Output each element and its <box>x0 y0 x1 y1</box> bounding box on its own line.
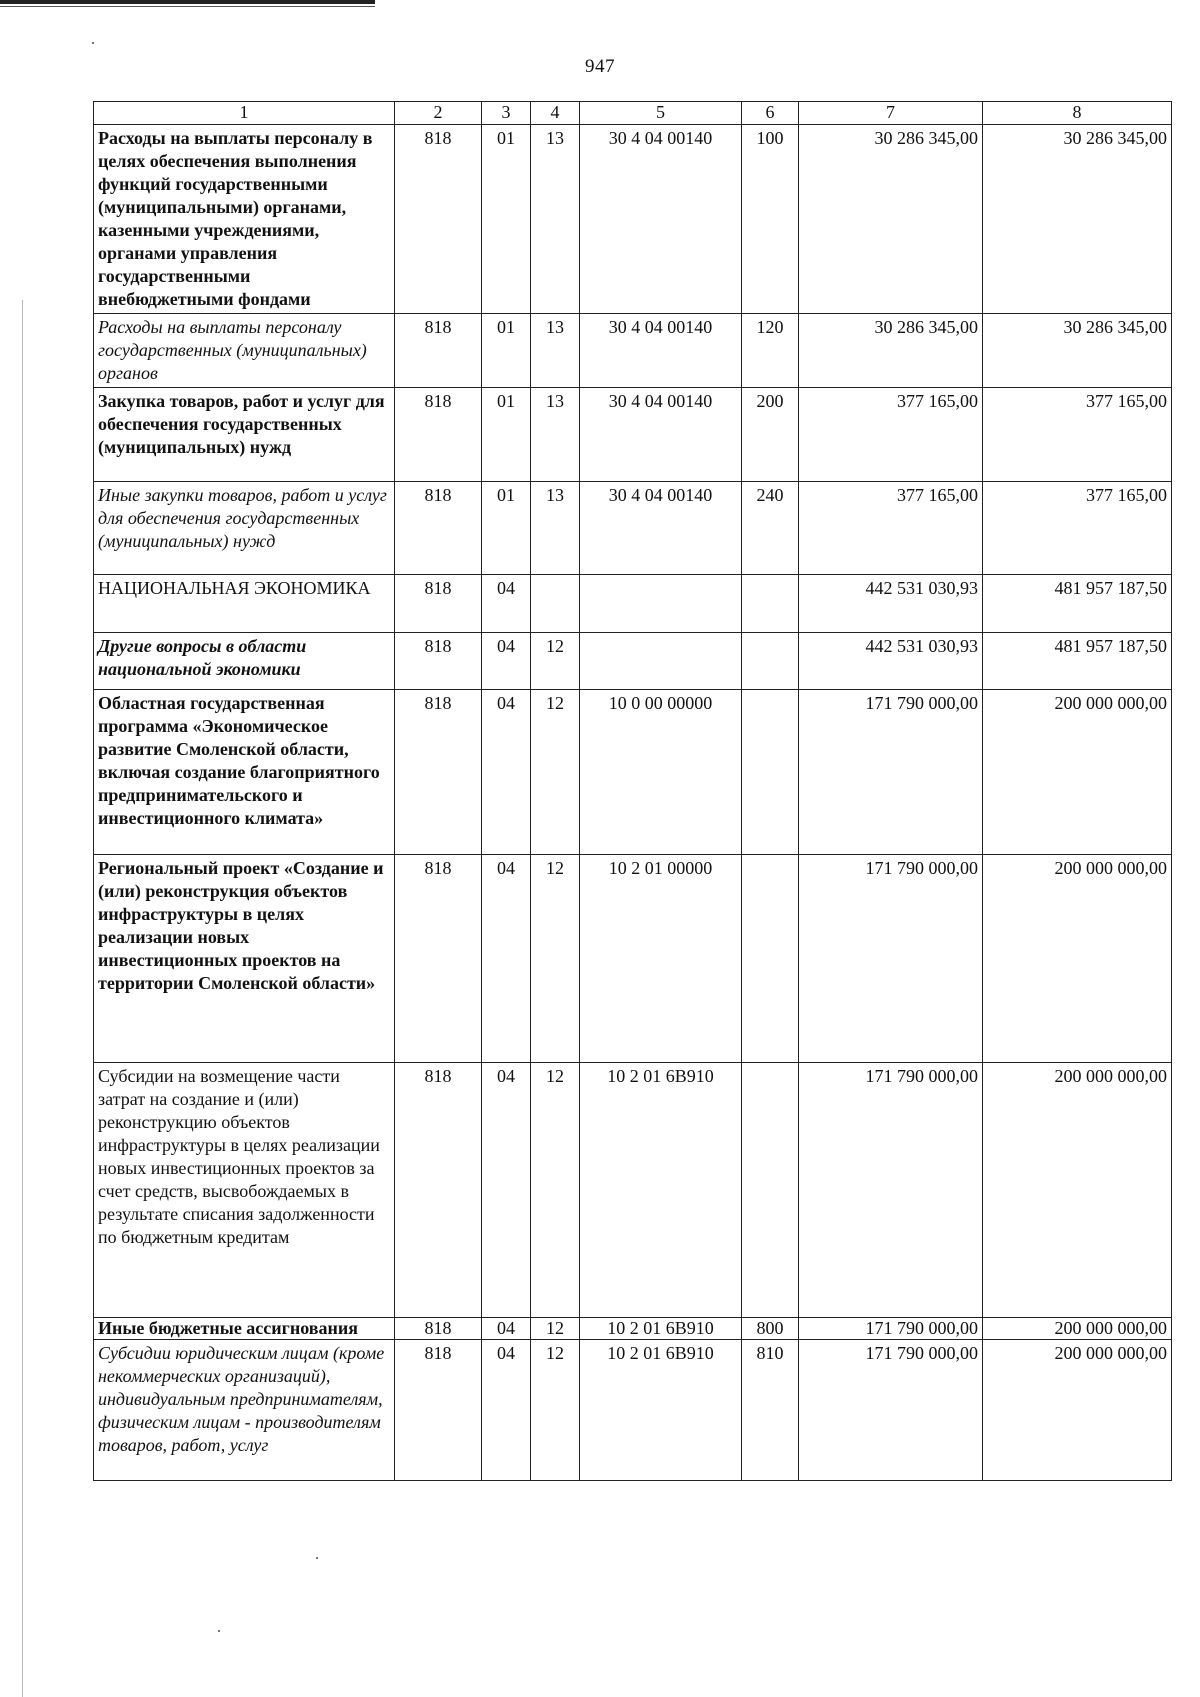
target-article-cell: 10 0 00 00000 <box>580 690 742 855</box>
amount-col8-cell: 377 165,00 <box>983 388 1172 482</box>
admin-code-cell: 818 <box>395 575 482 633</box>
target-article-cell: 30 4 04 00140 <box>580 314 742 388</box>
row-name-cell: НАЦИОНАЛЬНАЯ ЭКОНОМИКА <box>94 575 395 633</box>
section-cell: 04 <box>482 1063 531 1318</box>
section-cell: 04 <box>482 1340 531 1481</box>
amount-col8-cell: 377 165,00 <box>983 482 1172 575</box>
row-name-cell: Расходы на выплаты персоналу государственных (муниципальных) органов <box>94 314 395 388</box>
scan-speck <box>218 1630 220 1632</box>
row-name-cell: Расходы на выплаты персоналу в целях обеспечения выполнения функций государственными (муниципальными) органами, казенными учреждениями, органами управления государственными внебюджетными фондами <box>94 125 395 314</box>
expense-type-cell <box>742 575 799 633</box>
row-name-cell: Субсидии юридическим лицам (кроме некоммерческих организаций), индивидуальным предпринимателям, физическим лицам - производителям товаров, работ, услуг <box>94 1340 395 1481</box>
subsection-cell: 13 <box>531 388 580 482</box>
expense-type-cell <box>742 1063 799 1318</box>
admin-code-cell: 818 <box>395 388 482 482</box>
table-row <box>94 314 1172 388</box>
table-row <box>94 633 1172 690</box>
section-cell: 04 <box>482 690 531 855</box>
row-name-cell: Областная государственная программа «Экономическое развитие Смоленской области, включая создание благоприятного предпринимательского и инвестиционного климата» <box>94 690 395 855</box>
amount-col7-cell: 442 531 030,93 <box>799 575 983 633</box>
subsection-cell: 13 <box>531 314 580 388</box>
target-article-cell: 30 4 04 00140 <box>580 388 742 482</box>
target-article-cell: 10 2 01 6В910 <box>580 1318 742 1340</box>
amount-col8-cell: 200 000 000,00 <box>983 1318 1172 1340</box>
row-name-cell: Иные бюджетные ассигнования <box>94 1318 395 1340</box>
header-row <box>94 102 1172 125</box>
section-cell: 04 <box>482 855 531 1063</box>
table-row <box>94 125 1172 314</box>
amount-col8-cell: 30 286 345,00 <box>983 125 1172 314</box>
subsection-cell: 12 <box>531 1318 580 1340</box>
admin-code-cell: 818 <box>395 690 482 855</box>
row-name-cell: Закупка товаров, работ и услуг для обеспечения государственных (муниципальных) нужд <box>94 388 395 482</box>
expense-type-cell <box>742 855 799 1063</box>
admin-code-cell: 818 <box>395 1063 482 1318</box>
section-cell: 01 <box>482 482 531 575</box>
table-row <box>94 1340 1172 1481</box>
row-name-cell: Субсидии на возмещение части затрат на создание и (или) реконструкцию объектов инфраструктуры в целях реализации новых инвестиционных проектов за счет средств, высвобождаемых в результате списания задолженности по бюджетным кредитам <box>94 1063 395 1318</box>
target-article-cell: 10 2 01 00000 <box>580 855 742 1063</box>
amount-col7-cell: 171 790 000,00 <box>799 690 983 855</box>
expense-type-cell <box>742 690 799 855</box>
amount-col7-cell: 171 790 000,00 <box>799 1318 983 1340</box>
expense-type-cell: 240 <box>742 482 799 575</box>
table-row <box>94 482 1172 575</box>
amount-col7-cell: 377 165,00 <box>799 482 983 575</box>
table-row <box>94 575 1172 633</box>
amount-col8-cell: 481 957 187,50 <box>983 575 1172 633</box>
expense-type-cell: 810 <box>742 1340 799 1481</box>
page-number: 947 <box>585 56 615 77</box>
amount-col8-cell: 200 000 000,00 <box>983 1340 1172 1481</box>
subsection-cell: 12 <box>531 690 580 855</box>
amount-col8-cell: 200 000 000,00 <box>983 690 1172 855</box>
subsection-cell: 12 <box>531 633 580 690</box>
admin-code-cell: 818 <box>395 314 482 388</box>
admin-code-cell: 818 <box>395 482 482 575</box>
subsection-cell: 12 <box>531 1063 580 1318</box>
table-row <box>94 1063 1172 1318</box>
budget-table <box>93 101 1172 1481</box>
subsection-cell: 13 <box>531 482 580 575</box>
subsection-cell: 12 <box>531 855 580 1063</box>
section-cell: 01 <box>482 125 531 314</box>
row-name-cell: Иные закупки товаров, работ и услуг для обеспечения государственных (муниципальных) нужд <box>94 482 395 575</box>
header-cell: 5 <box>580 102 742 125</box>
section-cell: 04 <box>482 1318 531 1340</box>
scan-left-edge <box>22 300 23 1697</box>
expense-type-cell <box>742 633 799 690</box>
amount-col7-cell: 30 286 345,00 <box>799 314 983 388</box>
target-article-cell: 30 4 04 00140 <box>580 125 742 314</box>
admin-code-cell: 818 <box>395 1340 482 1481</box>
amount-col7-cell: 442 531 030,93 <box>799 633 983 690</box>
amount-col8-cell: 200 000 000,00 <box>983 1063 1172 1318</box>
target-article-cell: 10 2 01 6В910 <box>580 1340 742 1481</box>
scan-speck <box>92 42 94 44</box>
row-name-cell: Другие вопросы в области национальной экономики <box>94 633 395 690</box>
table-row <box>94 690 1172 855</box>
table-row <box>94 1318 1172 1340</box>
amount-col7-cell: 171 790 000,00 <box>799 855 983 1063</box>
header-cell: 4 <box>531 102 580 125</box>
header-cell: 7 <box>799 102 983 125</box>
expense-type-cell: 200 <box>742 388 799 482</box>
subsection-cell: 13 <box>531 125 580 314</box>
admin-code-cell: 818 <box>395 633 482 690</box>
subsection-cell: 12 <box>531 1340 580 1481</box>
table-row <box>94 855 1172 1063</box>
expense-type-cell: 800 <box>742 1318 799 1340</box>
target-article-cell: 10 2 01 6В910 <box>580 1063 742 1318</box>
target-article-cell <box>580 633 742 690</box>
expense-type-cell: 100 <box>742 125 799 314</box>
scan-top-rule-thin <box>0 6 375 7</box>
admin-code-cell: 818 <box>395 125 482 314</box>
subsection-cell <box>531 575 580 633</box>
target-article-cell: 30 4 04 00140 <box>580 482 742 575</box>
amount-col7-cell: 30 286 345,00 <box>799 125 983 314</box>
expense-type-cell: 120 <box>742 314 799 388</box>
section-cell: 01 <box>482 388 531 482</box>
admin-code-cell: 818 <box>395 1318 482 1340</box>
amount-col7-cell: 171 790 000,00 <box>799 1063 983 1318</box>
amount-col8-cell: 200 000 000,00 <box>983 855 1172 1063</box>
scan-top-rule <box>0 0 375 4</box>
header-cell: 1 <box>94 102 395 125</box>
section-cell: 04 <box>482 575 531 633</box>
scan-speck <box>316 1557 318 1559</box>
section-cell: 04 <box>482 633 531 690</box>
amount-col7-cell: 377 165,00 <box>799 388 983 482</box>
header-cell: 3 <box>482 102 531 125</box>
table-row <box>94 388 1172 482</box>
section-cell: 01 <box>482 314 531 388</box>
amount-col8-cell: 30 286 345,00 <box>983 314 1172 388</box>
amount-col8-cell: 481 957 187,50 <box>983 633 1172 690</box>
target-article-cell <box>580 575 742 633</box>
amount-col7-cell: 171 790 000,00 <box>799 1340 983 1481</box>
header-cell: 6 <box>742 102 799 125</box>
header-cell: 2 <box>395 102 482 125</box>
row-name-cell: Региональный проект «Создание и (или) реконструкция объектов инфраструктуры в целях реализации новых инвестиционных проектов на территории Смоленской области» <box>94 855 395 1063</box>
admin-code-cell: 818 <box>395 855 482 1063</box>
header-cell: 8 <box>983 102 1172 125</box>
